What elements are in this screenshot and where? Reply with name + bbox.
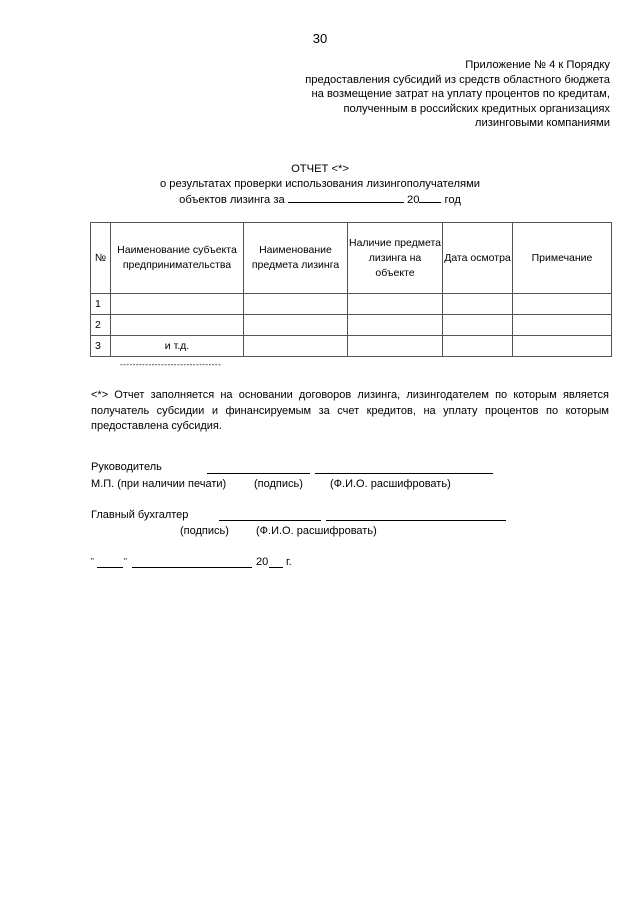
footnote-text: <*> Отчет заполняется на основании договоров лизинга, лизингодателем по которым является получатель субсидии и финансируемым за счет кредитов, на уплату процентов по которым предоставлена субсидия. — [91, 389, 609, 432]
title-line: ОТЧЕТ <*> — [291, 163, 349, 175]
table-cell — [513, 336, 612, 357]
page-number: 30 — [312, 31, 328, 46]
head-name-caption: (Ф.И.О. расшифровать) — [330, 478, 451, 490]
report-title — [0, 162, 640, 208]
table-cell — [111, 315, 244, 336]
table-cell: 1 — [91, 294, 111, 315]
table-cell — [348, 294, 443, 315]
appendix-line: Приложение № 4 к Порядку — [465, 59, 610, 71]
accountant-name-line — [326, 520, 506, 521]
table-cell — [443, 315, 513, 336]
footnote-separator: -------------------------------- — [120, 360, 222, 369]
table-cell: и т.д. — [111, 336, 244, 357]
table-cell — [443, 336, 513, 357]
date-day-line — [97, 567, 123, 568]
appendix-line: полученным в российских кредитных организациях — [343, 102, 610, 115]
column-header-leasing-item: Наименование предмета лизинга — [244, 223, 348, 294]
title-year-prefix: 20 — [406, 194, 420, 206]
column-header-number: № — [91, 223, 111, 294]
year-blank-line — [419, 191, 441, 203]
column-header-subject: Наименование субъекта предпринимательства — [111, 223, 244, 294]
report-table — [90, 222, 612, 357]
table-header-row — [91, 223, 612, 294]
title-line: о результатах проверки использования лизингополучателями — [159, 177, 481, 190]
table-cell — [111, 294, 244, 315]
accountant-name-caption: (Ф.И.О. расшифровать) — [256, 525, 377, 537]
title-period-prefix: объектов лизинга за — [179, 194, 285, 206]
head-signature-line — [207, 473, 310, 474]
table-cell — [513, 315, 612, 336]
table-row — [91, 294, 612, 315]
table-cell — [244, 294, 348, 315]
head-name-line — [315, 473, 493, 474]
head-signature-caption: (подпись) — [254, 478, 303, 490]
column-header-inspection-date: Дата осмотра — [443, 223, 513, 294]
table-cell — [348, 336, 443, 357]
column-header-presence: Наличие предмета лизинга на объекте — [348, 223, 443, 294]
table-cell — [348, 315, 443, 336]
stamp-label: М.П. (при наличии печати) — [91, 478, 227, 490]
table-cell — [513, 294, 612, 315]
accountant-label: Главный бухгалтер — [91, 509, 189, 521]
date-quote-open: " — [91, 557, 94, 566]
date-quote-close: " — [124, 557, 127, 566]
date-year-line — [269, 567, 283, 568]
table-row — [91, 336, 612, 357]
appendix-header — [210, 58, 610, 131]
appendix-line: предоставления субсидий из средств областного бюджета — [305, 73, 610, 86]
table-cell — [443, 294, 513, 315]
period-blank-line — [288, 191, 404, 203]
date-year-suffix: г. — [286, 556, 292, 568]
table-cell — [244, 315, 348, 336]
column-header-note: Примечание — [513, 223, 612, 294]
accountant-signature-line — [219, 520, 321, 521]
table-cell: 2 — [91, 315, 111, 336]
appendix-line: лизинговыми компаниями — [474, 117, 610, 130]
accountant-signature-caption: (подпись) — [180, 525, 229, 537]
date-month-line — [132, 567, 252, 568]
table-cell — [244, 336, 348, 357]
appendix-line: на возмещение затрат на уплату процентов по кредитам, — [311, 88, 610, 101]
table-cell: 3 — [91, 336, 111, 357]
head-label: Руководитель — [91, 461, 162, 473]
title-year-suffix: год — [444, 194, 461, 206]
table-row — [91, 315, 612, 336]
title-period-line — [0, 191, 640, 208]
date-year-prefix: 20 — [256, 556, 269, 568]
